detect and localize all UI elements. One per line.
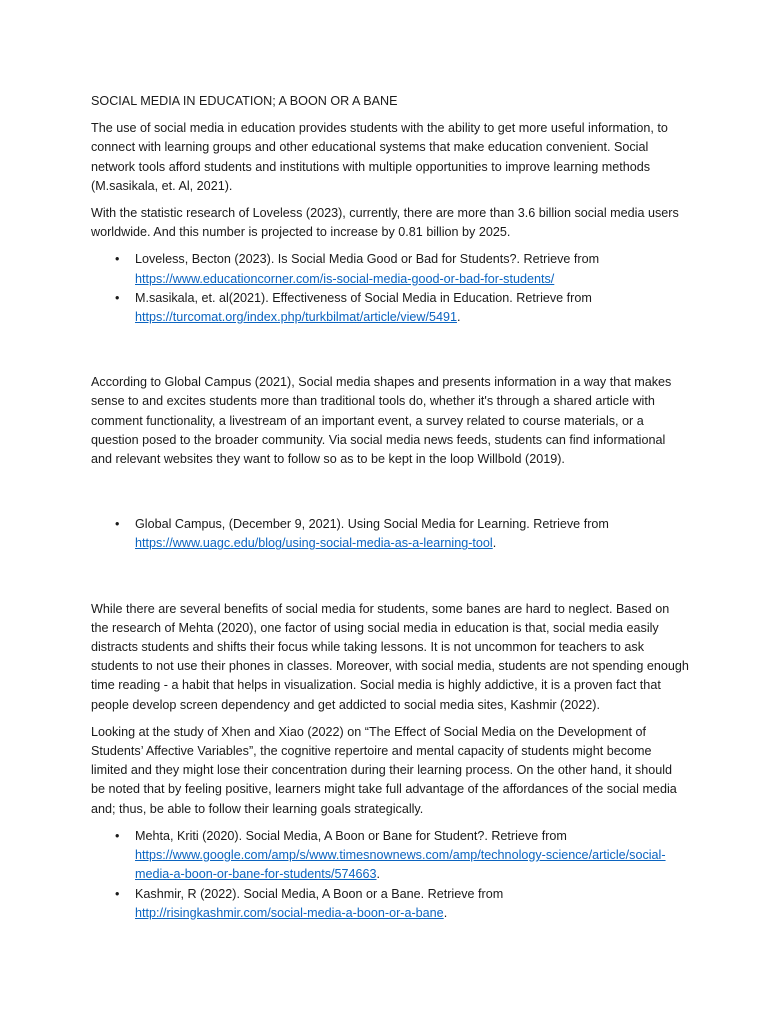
reference-item — [91, 289, 689, 327]
document-title: SOCIAL MEDIA IN EDUCATION; A BOON OR A BANE — [91, 94, 398, 108]
bullet-icon: • — [115, 886, 120, 901]
bullet-icon: • — [115, 252, 120, 267]
bullet-icon: • — [115, 290, 120, 305]
paragraph-intro: The use of social media in education provides students with the ability to get more useful information, to connect with learning groups and other educational systems that make education convenient. Social network tools afford students and institutions with multiple opportunities to improve learning methods (M.sasikala, et. Al, 2021). — [91, 121, 668, 193]
reference-text: Mehta, Kriti (2020). Social Media, A Boon or Bane for Student?. Retrieve from — [135, 828, 567, 843]
reference-suffix: . — [376, 867, 381, 882]
paragraph-banes: While there are several benefits of social media for students, some banes are hard to neglect. Based on the research of Mehta (2020), one factor of using social media in education is that, social media easily distracts students and shifts their focus while taking lessons. It is not uncommon for teachers to ask students to not use their phones in classes. Moreover, with social media, students are not spending enough time reading - a habit that helps in visualization. Social media is highly addictive, it is a proven fact that people develop screen dependency and get addicted to social media sites, Kashmir (2022). — [91, 601, 689, 712]
reference-list-1 — [91, 250, 689, 327]
blank-line — [91, 335, 689, 373]
reference-item — [91, 827, 689, 885]
reference-item — [91, 250, 689, 288]
paragraph-affective-variables: Looking at the study of Xhen and Xiao (2022) on “The Effect of Social Media on the Development of Students’ Affective Variables”, the cognitive repertoire and mental capacity of students might become limited and they might lose their concentration during their learning process. On the other hand, it should be noted that by feeling positive, learners might take full advantage of the affordances of the social media and; thus, be able to follow their learning goals strategically. — [91, 724, 677, 816]
reference-link[interactable]: https://www.google.com/amp/s/www.timesnownews.com/amp/technology-science/article/social-media-a-boon-or-bane-for-students/574663 — [135, 848, 666, 882]
reference-link[interactable]: https://www.uagc.edu/blog/using-social-media-as-a-learning-tool — [135, 536, 493, 551]
reference-item — [91, 515, 689, 553]
document-page — [91, 92, 689, 931]
reference-suffix: . — [443, 905, 448, 920]
bullet-icon: • — [115, 828, 120, 843]
paragraph-global-campus: According to Global Campus (2021), Social media shapes and presents information in a way that makes sense to and excites students more than traditional tools do, whether it's through a shared article with comment functionality, a livestream of an important event, a survey related to course materials, or a question posed to the broader community. Via social media news feeds, students can find informational and relevant websites they want to follow so as to be kept in the loop Willbold (2019). — [91, 375, 672, 467]
blank-line — [91, 562, 689, 600]
reference-link[interactable]: https://turcomat.org/index.php/turkbilmat/article/view/5491 — [135, 310, 457, 325]
reference-suffix: . — [457, 310, 461, 325]
reference-text: Kashmir, R (2022). Social Media, A Boon or a Bane. Retrieve from — [135, 886, 504, 901]
reference-list-2 — [91, 515, 689, 553]
bullet-icon: • — [115, 517, 120, 532]
blank-line — [91, 477, 689, 515]
reference-text: M.sasikala, et. al(2021). Effectiveness of Social Media in Education. Retrieve from — [135, 290, 592, 305]
reference-list-3 — [91, 827, 689, 923]
reference-text: Global Campus, (December 9, 2021). Using Social Media for Learning. Retrieve from — [135, 517, 609, 532]
reference-link[interactable]: http://risingkashmir.com/social-media-a-boon-or-a-bane — [135, 905, 444, 920]
paragraph-statistics: With the statistic research of Loveless (2023), currently, there are more than 3.6 billion social media users worldwide. And this number is projected to increase by 0.81 billion by 2025. — [91, 206, 679, 240]
reference-item — [91, 885, 689, 923]
reference-link[interactable]: https://www.educationcorner.com/is-social-media-good-or-bad-for-students/ — [135, 271, 555, 286]
reference-text: Loveless, Becton (2023). Is Social Media Good or Bad for Students?. Retrieve from — [135, 252, 600, 267]
reference-suffix: . — [492, 536, 497, 551]
